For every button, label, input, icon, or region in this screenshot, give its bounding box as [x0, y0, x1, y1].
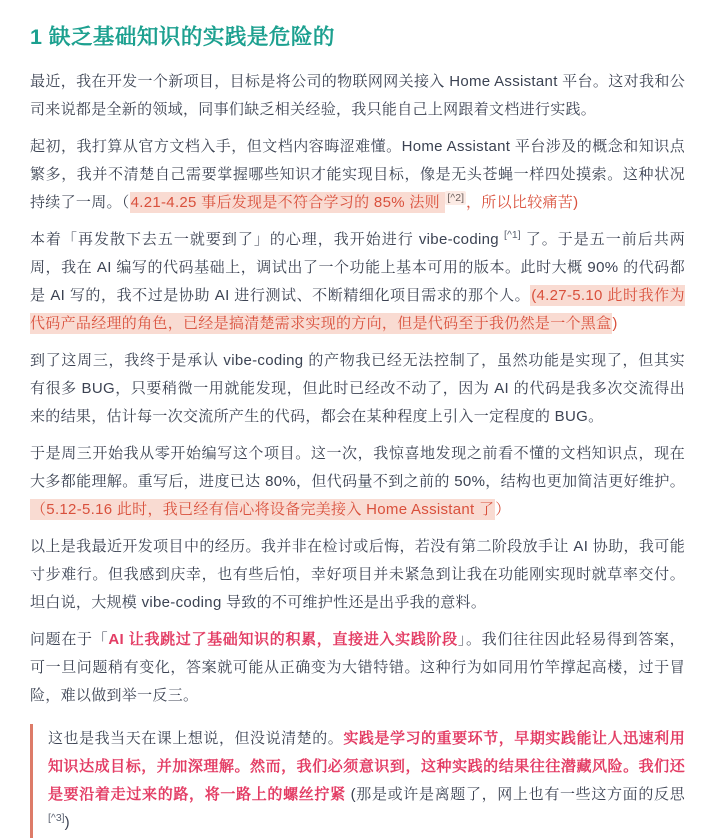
text-segment: 最近，我在开发一个新项目，目标是将公司的物联网网关接入 Home Assistant 平台。这对我和公司来说都是全新的领域，同事们缺乏相关经验，我只能自己上网跟着文档进行实践。 — [30, 73, 685, 119]
text-segment: 」。我们往往因此轻易得到答案，可一旦问题稍有变化，答案就可能从正确变为大错特错。这种行为如同用竹竿撑起高楼，过于冒险，难以做到举一反三。 — [30, 631, 685, 705]
paragraph-intro — [30, 68, 685, 124]
section-heading: 1 缺乏基础知识的实践是危险的 — [30, 25, 335, 49]
text-segment: ) — [64, 814, 70, 832]
text-segment: 以上是我最近开发项目中的经历。我并非在检讨或后悔，若没有第二阶段放手让 AI 协助，我可能寸步难行。但我感到庆幸，也有些后怕，幸好项目并未紧急到让我在功能刚实现时就草率交付。坦白说，大规模 vibe-coding 导致的不可维护性还是出乎我的意料。 — [30, 538, 685, 612]
text-segment: 实践是学习的重要环节，早期实践能让人迅速利用知识达成目标，并加深理解。然而，我们必须意识到，这种实践的结果往往潜藏风险。我们还是要沿着走过来的路，将一路上的螺丝拧紧 — [48, 730, 686, 804]
text-segment: (那是或许是离题了，网上也有一些这方面的反思 — [345, 786, 685, 804]
text-segment: 这也是我当天在课上想说，但没说清楚的。 — [48, 730, 344, 748]
text-segment: ） — [495, 501, 511, 519]
footnote-ref: [^2] — [447, 192, 464, 205]
text-segment: 4.21-4.25 事后发现是不符合学习的 85% 法则 — [130, 194, 445, 212]
text-segment: 起初，我打算从官方文档入手，但文档内容晦涩难懂。Home Assistant 平台涉及的概念和知识点繁多，我并不清楚自己需要掌握哪些知识才能实现目标，像是无头苍蝇一样四处摸索。这种状况持续了一周。（ — [30, 138, 685, 212]
paragraph-vibe-coding-start — [30, 226, 685, 338]
paragraph-reflection — [30, 533, 685, 617]
text-segment: （5.12-5.16 此时，我已经有信心将设备完美接入 Home Assistant 了 — [31, 501, 495, 519]
closing-blockquote — [30, 724, 685, 838]
text-segment: 到了这周三，我终于是承认 vibe-coding 的产物我已经无法控制了，虽然功能是实现了，但其实有很多 BUG，只要稍微一用就能发现，但此时已经改不动了，因为 AI 的代码是我多次交流得出来的结果，估计每一次交流所产生的代码，都会在某种程度上引入一定程度的 BUG。 — [30, 352, 685, 426]
paragraph-lost-control — [30, 347, 685, 431]
text-segment: 问题在于「 — [30, 631, 109, 649]
paragraph-docs-struggle — [30, 133, 685, 217]
footnote-ref: [^3] — [48, 812, 65, 825]
text-segment: (4.27-5.10 此时我作为代码产品经理的角色，已经是搞清楚需求实现的方向，但是代码至于我仍然是一个黑盒 — [30, 287, 685, 333]
text-segment: 了。于是五一前后共两周，我在 AI 编写的代码基础上，调试出了一个功能上基本可用的版本。此时大概 90% 的代码都是 AI 写的，我不过是协助 AI 进行测试、不断精细化项目需求的那个人。 — [30, 231, 686, 305]
text-segment: AI 让我跳过了基础知识的积累，直接进入实践阶段 — [108, 631, 458, 649]
footnote-ref: [^1] — [504, 229, 521, 242]
paragraph-problem-statement — [30, 626, 685, 710]
text-segment: ) — [612, 315, 618, 333]
text-segment: 本着「再发散下去五一就要到了」的心理，我开始进行 vibe-coding — [30, 231, 505, 249]
text-segment: ，所以比较痛苦) — [466, 194, 579, 212]
text-segment: 于是周三开始我从零开始编写这个项目。这一次，我惊喜地发现之前看不懂的文档知识点，现在大多都能理解。重写后，进度已达 80%，但代码量不到之前的 50%，结构也更加简洁更好维护。 — [30, 445, 685, 491]
paragraph-rewrite — [30, 440, 685, 524]
